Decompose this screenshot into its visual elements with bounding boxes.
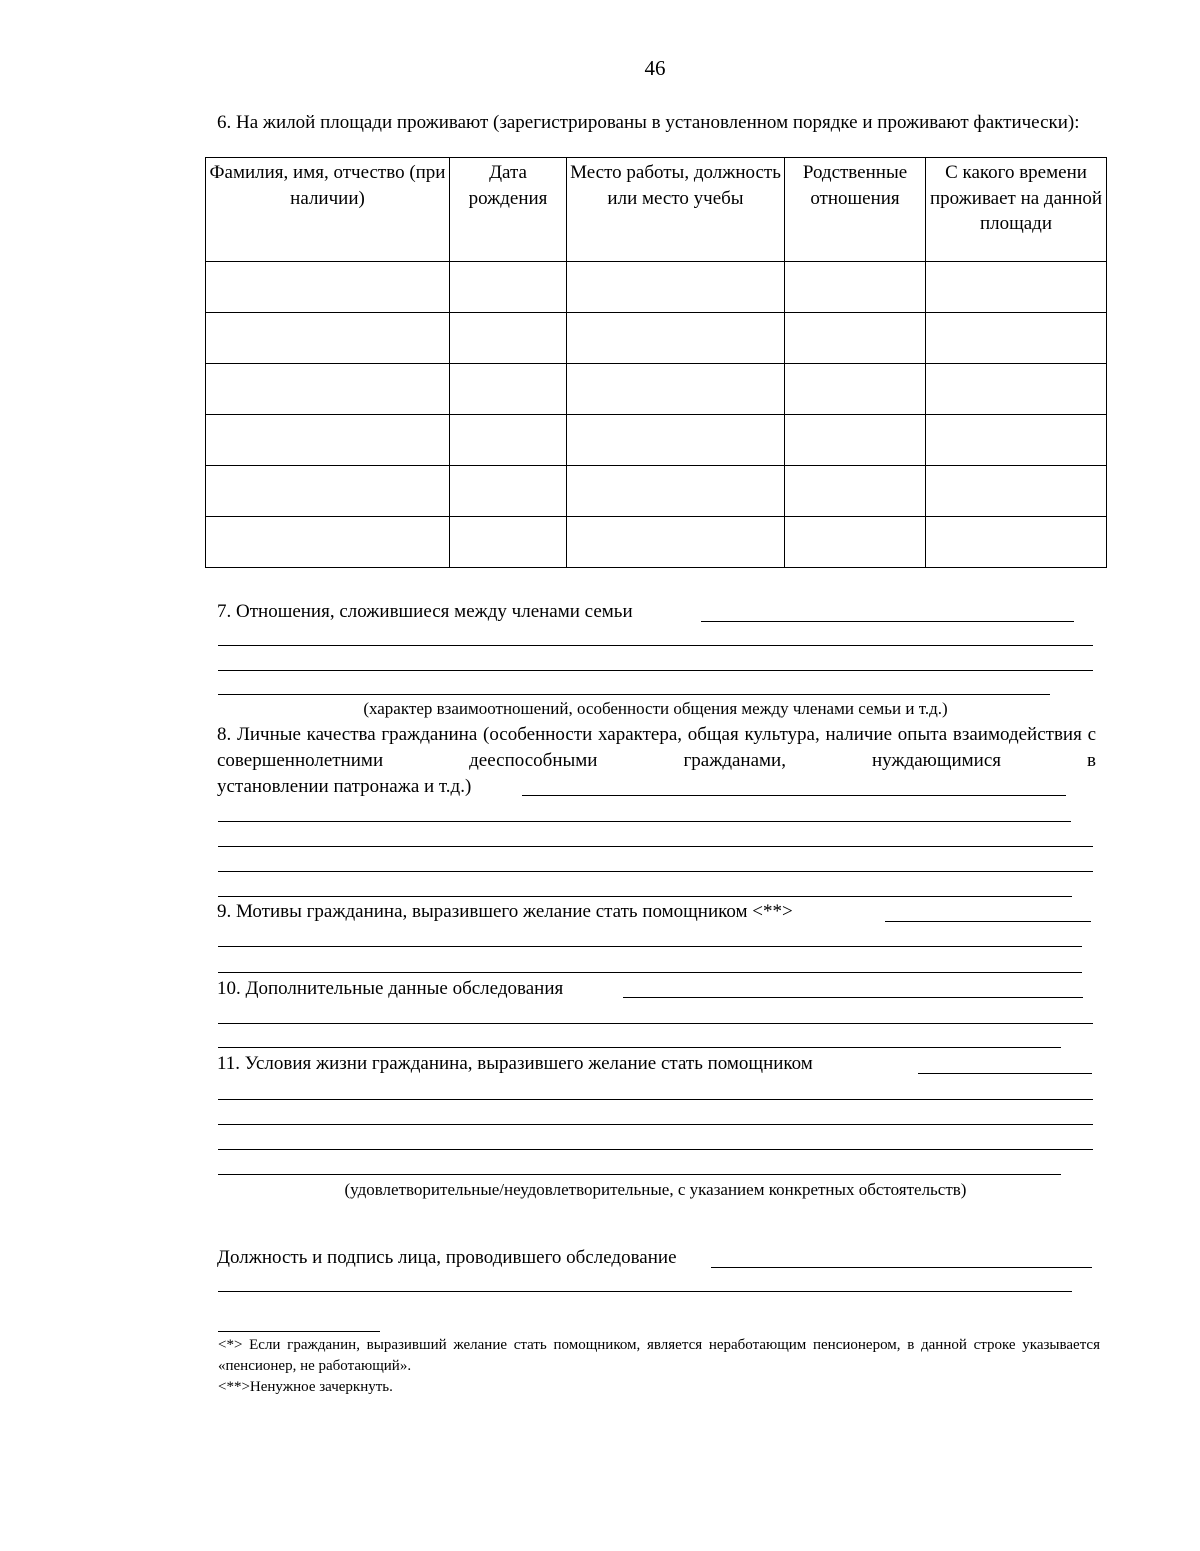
footnote-1: <*> Если гражданин, выразивший желание стать помощником, является неработающим пенсионером, в данной строке указывается «пенсионер, не работающий». (218, 1337, 1100, 1374)
section-7-caption: (характер взаимоотношений, особенности общения между членами семьи и т.д.) (363, 699, 948, 718)
signature-line[interactable] (711, 1267, 1092, 1268)
table-cell[interactable] (206, 466, 450, 517)
table-cell[interactable] (567, 313, 785, 364)
page-number: 46 (644, 56, 666, 80)
table-cell[interactable] (567, 262, 785, 313)
fill-line[interactable] (218, 1291, 1072, 1292)
table-cell[interactable] (785, 517, 926, 568)
fill-line[interactable] (218, 694, 1050, 695)
table-cell[interactable] (926, 415, 1107, 466)
fill-line[interactable] (918, 1073, 1092, 1074)
fill-line[interactable] (218, 972, 1082, 973)
fill-line[interactable] (218, 670, 1093, 671)
fill-line[interactable] (885, 921, 1091, 922)
table-cell[interactable] (785, 466, 926, 517)
table-cell[interactable] (785, 262, 926, 313)
table-cell[interactable] (206, 364, 450, 415)
table-cell[interactable] (206, 262, 450, 313)
table-row (206, 466, 1107, 517)
section-10-label: 10. Дополнительные данные обследования (217, 978, 564, 999)
table-cell[interactable] (926, 364, 1107, 415)
table-cell[interactable] (926, 466, 1107, 517)
table-cell[interactable] (567, 517, 785, 568)
fill-line[interactable] (218, 1124, 1093, 1125)
section-11-label: 11. Условия жизни гражданина, выразившего желание стать помощником (217, 1053, 813, 1074)
header-residence-since: С какого времени проживает на данной площади (926, 158, 1107, 262)
table-cell[interactable] (206, 313, 450, 364)
table-cell[interactable] (567, 415, 785, 466)
table-cell[interactable] (567, 466, 785, 517)
section-8-text: 8. Личные качества гражданина (особенности характера, общая культура, наличие опыта взаимодействия с совершеннолетними дееспособными гражданами, нуждающимися в (217, 724, 1096, 771)
table-cell[interactable] (450, 262, 567, 313)
header-full-name: Фамилия, имя, отчество (при наличии) (206, 158, 450, 262)
table-cell[interactable] (785, 364, 926, 415)
table-cell[interactable] (785, 313, 926, 364)
section-7-label: 7. Отношения, сложившиеся между членами семьи (217, 601, 633, 622)
table-cell[interactable] (926, 517, 1107, 568)
fill-line[interactable] (218, 871, 1093, 872)
section-6-text: 6. На жилой площади проживают (зарегистрированы в установленном порядке и проживают фактически): (217, 112, 1080, 133)
table-cell[interactable] (206, 517, 450, 568)
table-cell[interactable] (926, 313, 1107, 364)
table-row (206, 415, 1107, 466)
fill-line[interactable] (218, 1099, 1093, 1100)
section-11-caption: (удовлетворительные/неудовлетворительные, с указанием конкретных обстоятельств) (344, 1180, 967, 1199)
table-cell[interactable] (926, 262, 1107, 313)
table-header-row (206, 158, 1107, 262)
fill-line[interactable] (218, 1023, 1093, 1024)
fill-line[interactable] (522, 795, 1066, 796)
fill-line[interactable] (701, 621, 1074, 622)
table-cell[interactable] (785, 415, 926, 466)
table-cell[interactable] (206, 415, 450, 466)
residents-table (205, 157, 1107, 568)
signature-label: Должность и подпись лица, проводившего обследование (217, 1247, 677, 1268)
table-row (206, 364, 1107, 415)
fill-line[interactable] (218, 946, 1082, 947)
fill-line[interactable] (218, 1174, 1061, 1175)
section-8-last-line: установлении патронажа и т.д.) (217, 776, 472, 797)
table-cell[interactable] (450, 466, 567, 517)
footnote-2: <**>Ненужное зачеркнуть. (218, 1379, 393, 1395)
header-workplace: Место работы, должность или место учебы (567, 158, 785, 262)
fill-line[interactable] (623, 997, 1083, 998)
fill-line[interactable] (218, 896, 1072, 897)
table-cell[interactable] (450, 415, 567, 466)
table-cell[interactable] (450, 313, 567, 364)
table-row (206, 313, 1107, 364)
table-cell[interactable] (567, 364, 785, 415)
table-cell[interactable] (450, 517, 567, 568)
header-birth-date: Дата рождения (450, 158, 567, 262)
header-relationship: Родственные отношения (785, 158, 926, 262)
footnote-separator (218, 1331, 380, 1332)
fill-line[interactable] (218, 645, 1093, 646)
fill-line[interactable] (218, 846, 1093, 847)
fill-line[interactable] (218, 1149, 1093, 1150)
fill-line[interactable] (218, 821, 1071, 822)
table-row (206, 262, 1107, 313)
section-9-label: 9. Мотивы гражданина, выразившего желание стать помощником <**> (217, 901, 793, 922)
fill-line[interactable] (218, 1047, 1061, 1048)
table-row (206, 517, 1107, 568)
table-cell[interactable] (450, 364, 567, 415)
